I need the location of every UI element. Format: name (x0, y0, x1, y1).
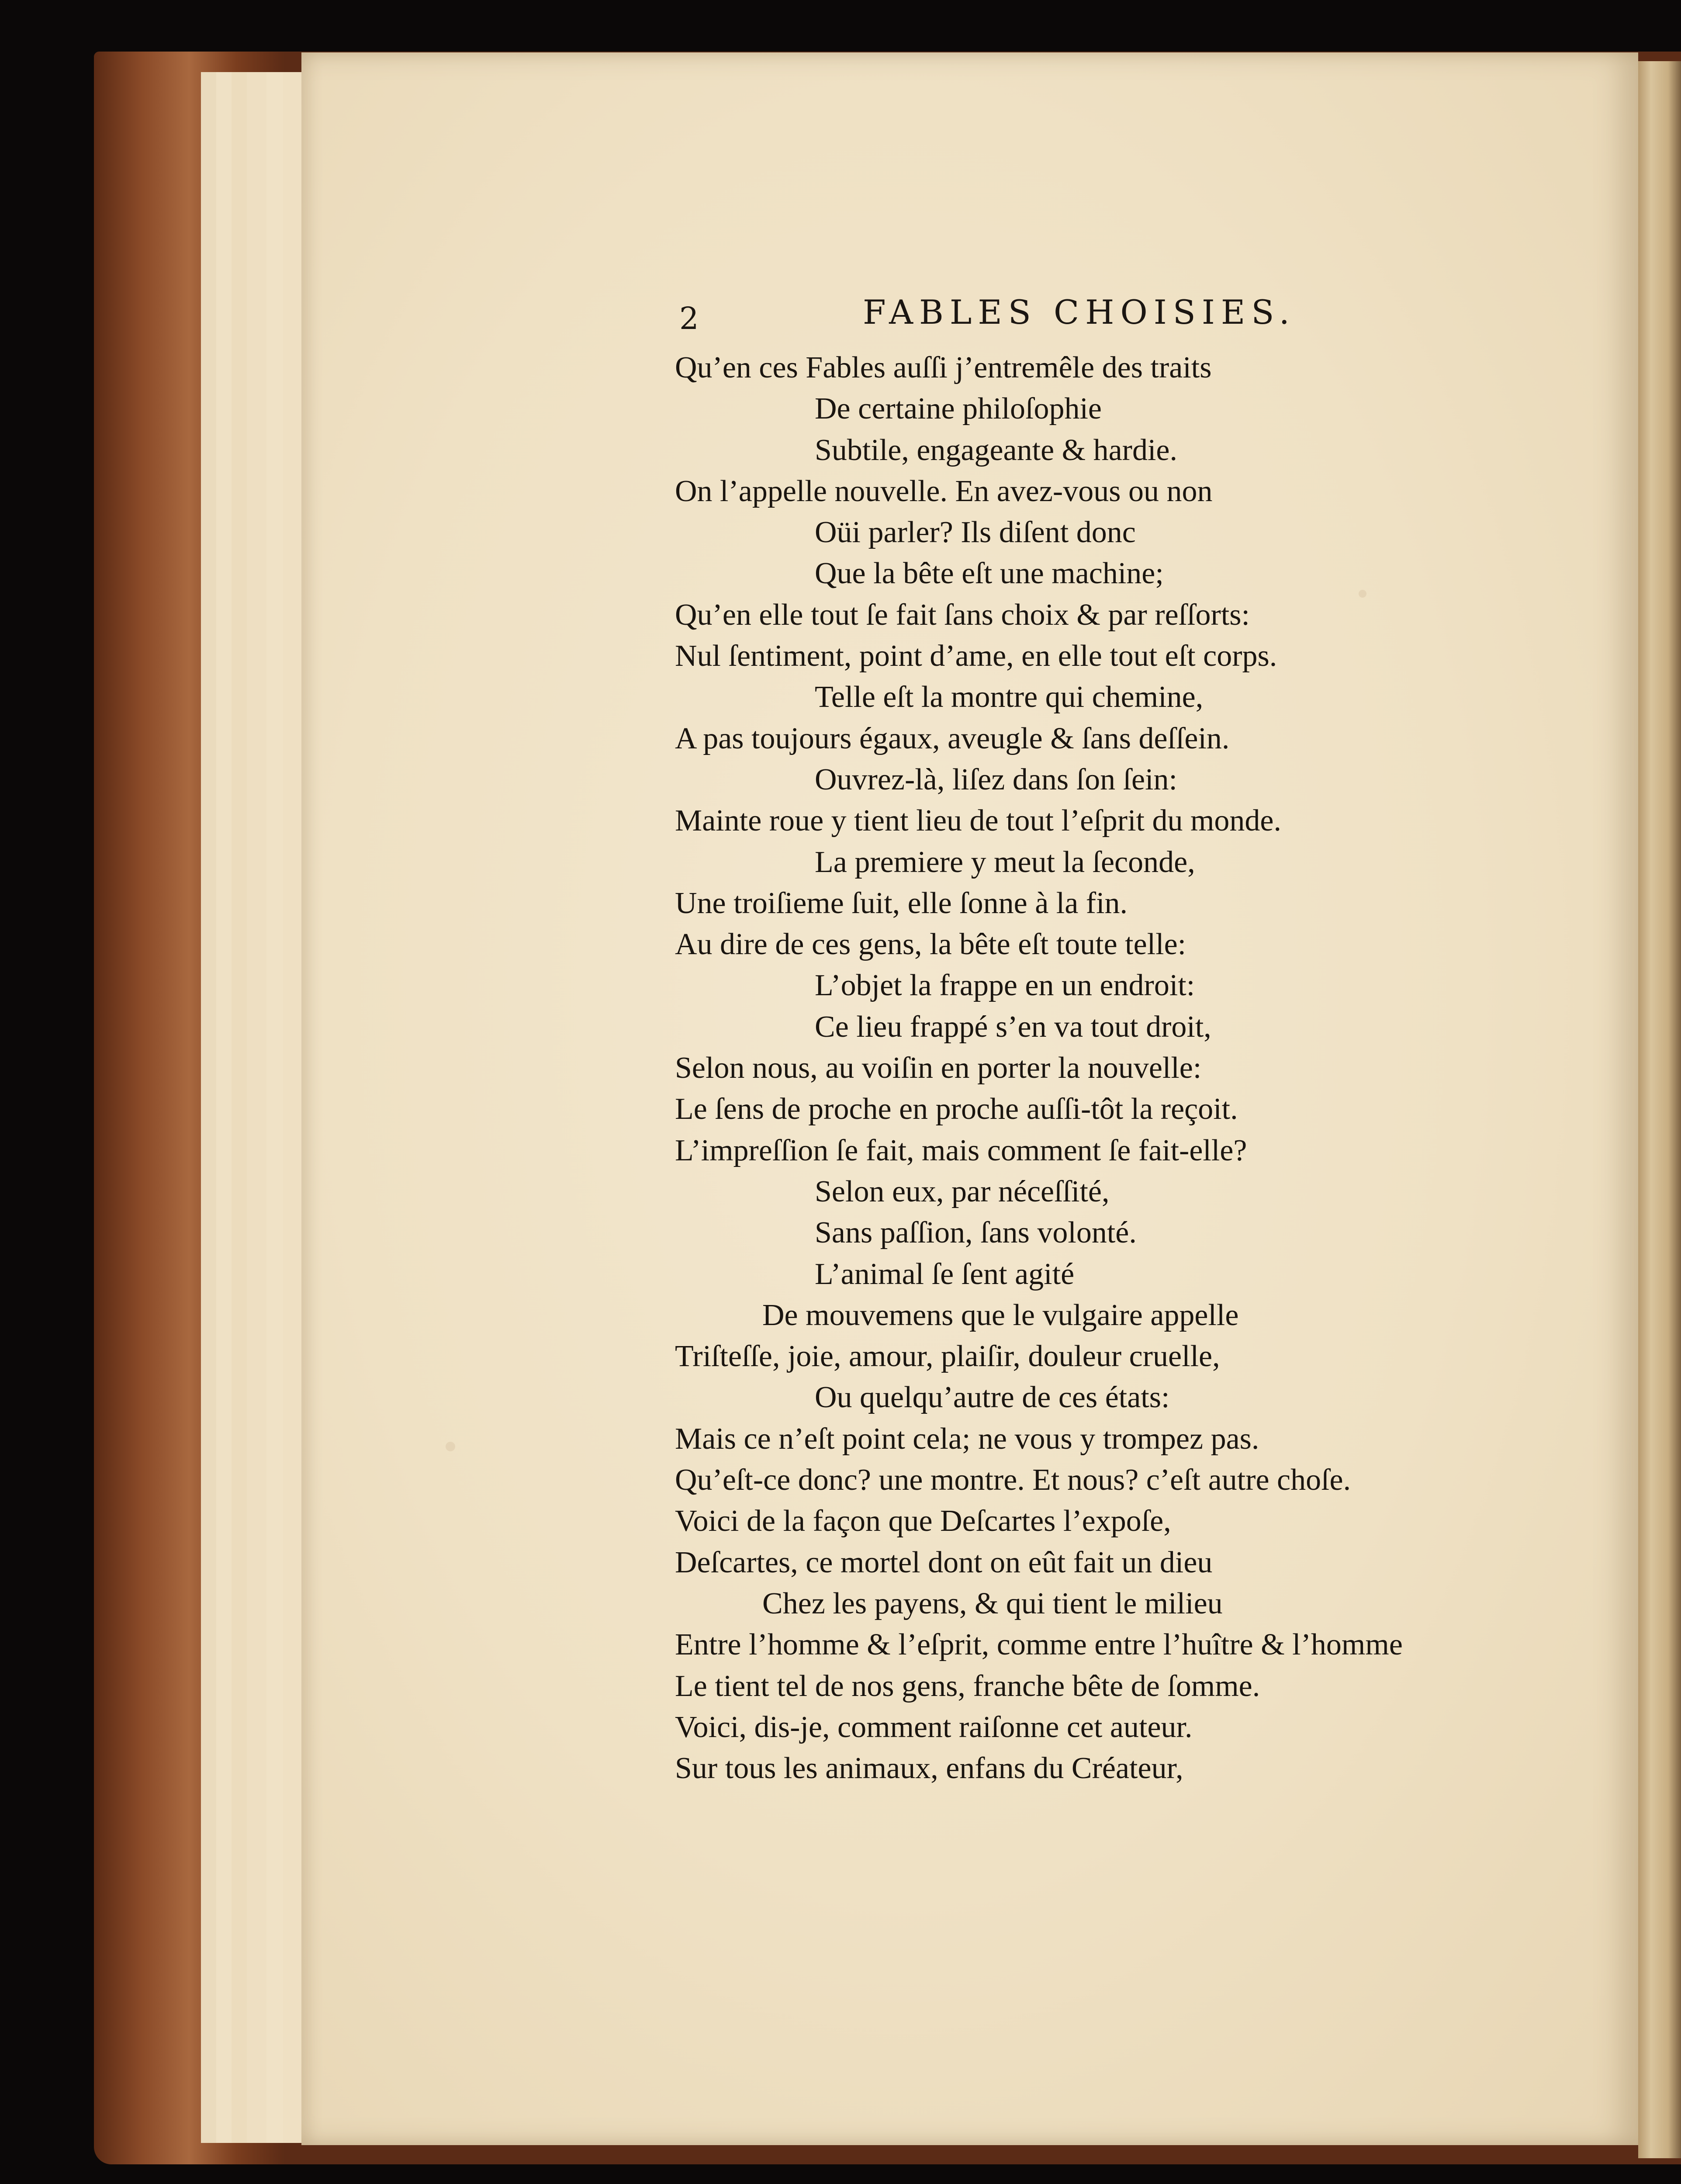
verse-line: Ou quelqu’autre de ces états: (815, 1381, 1170, 1415)
verse-line: Une troiſieme ſuit, elle ſonne à la fin. (675, 886, 1128, 920)
verse-line: La premiere y meut la ſeconde, (815, 845, 1195, 879)
verse-line: Selon nous, au voiſin en porter la nouvelle: (675, 1051, 1202, 1085)
verse-line: Au dire de ces gens, la bête eſt toute telle: (675, 928, 1186, 962)
verse-line: Entre l’homme & l’eſprit, comme entre l’huître & l’homme (675, 1628, 1403, 1662)
verse-line: Voici de la façon que Deſcartes l’expoſe, (675, 1504, 1171, 1538)
verse-line: Oüi parler? Ils diſent donc (815, 516, 1136, 550)
page-number: 2 (679, 301, 699, 336)
verse-line: A pas toujours égaux, aveugle & ſans deſſein. (675, 721, 1230, 755)
verse-line: Subtile, engageante & hardie. (815, 433, 1177, 467)
verse-line: Qu’eſt-ce donc? une montre. Et nous? c’eſt autre choſe. (675, 1463, 1351, 1497)
facing-page-edge (1638, 61, 1681, 2158)
verse-line: De mouvemens que le vulgaire appelle (762, 1298, 1239, 1332)
verse-line: De certaine philoſophie (815, 392, 1102, 426)
verse-line: Chez les payens, & qui tient le milieu (762, 1586, 1223, 1620)
verse-line: On l’appelle nouvelle. En avez-vous ou non (675, 474, 1213, 508)
verse-line: Ouvrez-là, liſez dans ſon ſein: (815, 762, 1177, 796)
verse-body (675, 347, 1549, 1789)
verse-line: Qu’en elle tout ſe fait ſans choix & par reſſorts: (675, 598, 1250, 632)
verse-line: Mais ce n’eſt point cela; ne vous y trompez pas. (675, 1422, 1259, 1456)
verse-line: Triſteſſe, joie, amour, plaiſir, douleur cruelle, (675, 1339, 1220, 1374)
verse-line: Sans paſſion, ſans volonté. (815, 1216, 1137, 1250)
verse-line: Le ſens de proche en proche auſſi-tôt la reçoit. (675, 1092, 1238, 1126)
verse-line: Voici, dis-je, comment raiſonne cet auteur. (675, 1710, 1193, 1744)
verse-line: Nul ſentiment, point d’ame, en elle tout eſt corps. (675, 639, 1277, 673)
verse-line: Ce lieu frappé s’en va tout droit, (815, 1010, 1211, 1044)
verse-line: Mainte roue y tient lieu de tout l’eſprit du monde. (675, 804, 1282, 838)
verse-line: L’animal ſe ſent agité (815, 1257, 1075, 1291)
verse-line: Le tient tel de nos gens, franche bête de ſomme. (675, 1669, 1260, 1703)
running-title: FABLES CHOISIES. (863, 293, 1296, 332)
verse-line: Telle eſt la montre qui chemine, (815, 680, 1204, 714)
verse-line: L’objet la frappe en un endroit: (815, 969, 1195, 1003)
paper-spot (446, 1442, 455, 1451)
verse-line: Selon eux, par néceſſité, (815, 1174, 1110, 1208)
verse-line: Sur tous les animaux, enfans du Créateur, (675, 1751, 1183, 1786)
page-header (679, 293, 1335, 345)
verse-line: Que la bête eſt une machine; (815, 557, 1164, 591)
verse-line: L’impreſſion ſe fait, mais comment ſe fait-elle? (675, 1133, 1247, 1167)
verse-line: Qu’en ces Fables auſſi j’entremêle des traits (675, 351, 1212, 384)
verse-line: Deſcartes, ce mortel dont on eût fait un dieu (675, 1545, 1213, 1579)
